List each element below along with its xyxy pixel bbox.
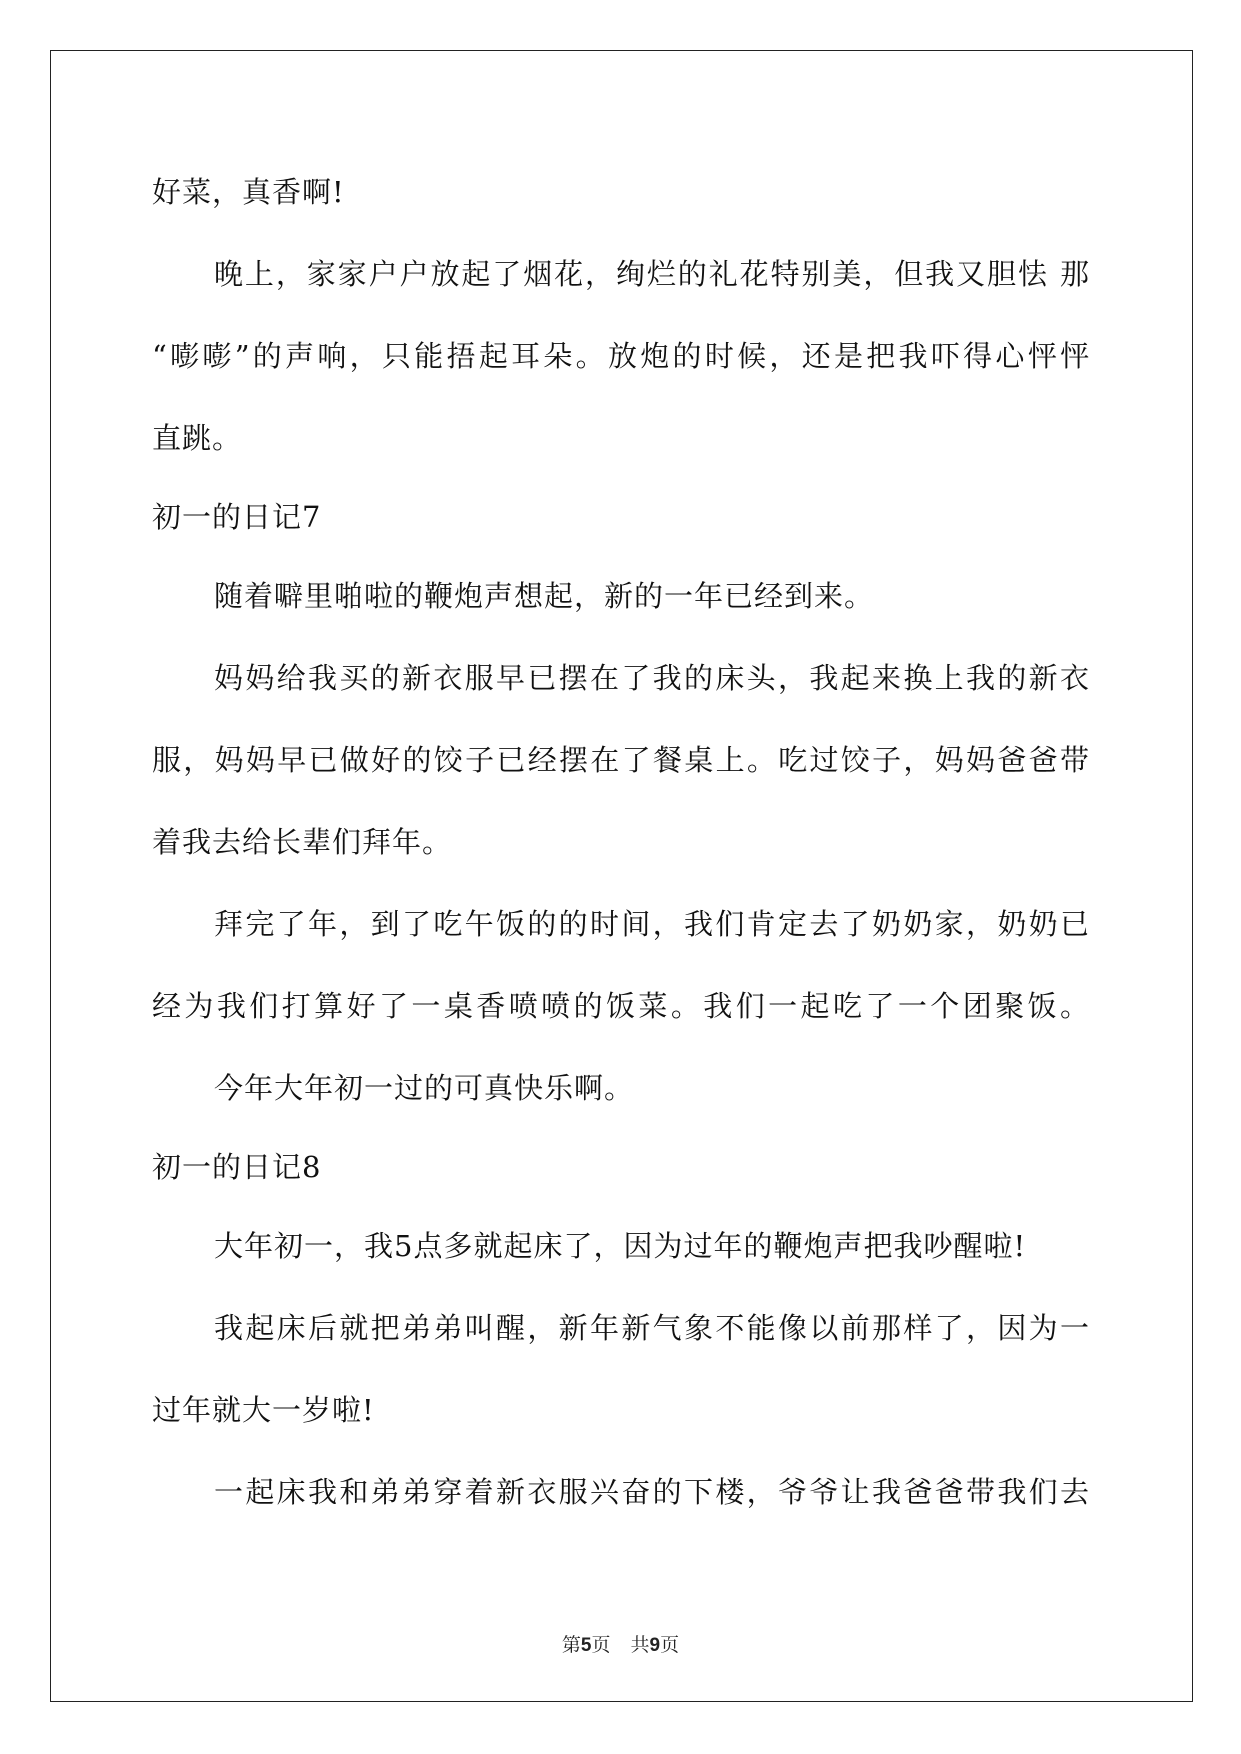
paragraph-line: 我起床后就把弟弟叫醒，新年新气象不能像以前那样了，因为一 (214, 1311, 1090, 1345)
paragraph-line: 经为我们打算好了一桌香喷喷的饭菜。我们一起吃了一个团聚饭。 (152, 989, 1090, 1023)
page-total: 9 (649, 1635, 661, 1656)
paragraph-line: 大年初一，我5点多就起床了，因为过年的鞭炮声把我吵醒啦! (214, 1229, 1027, 1263)
page-prefix: 第 (561, 1634, 581, 1656)
paragraph-line: 一起床我和弟弟穿着新衣服兴奋的下楼，爷爷让我爸爸带我们去 (214, 1475, 1090, 1509)
page-footer (0, 1632, 1241, 1659)
paragraph-line: 随着噼里啪啦的鞭炮声想起，新的一年已经到来。 (214, 579, 875, 613)
paragraph-line: 妈妈给我买的新衣服早已摆在了我的床头，我起来换上我的新衣 (214, 661, 1090, 695)
paragraph-line: 服，妈妈早已做好的饺子已经摆在了餐桌上。吃过饺子，妈妈爸爸带 (152, 743, 1090, 777)
page-current: 5 (580, 1635, 592, 1656)
section-heading: 初一的日记7 (152, 500, 322, 534)
total-prefix: 共 (630, 1634, 650, 1656)
total-label: 页 (660, 1634, 680, 1656)
page-border (50, 50, 1193, 1702)
paragraph-line: 好菜，真香啊! (152, 175, 345, 209)
section-heading: 初一的日记8 (152, 1150, 322, 1184)
paragraph-line: 今年大年初一过的可真快乐啊。 (214, 1071, 635, 1105)
paragraph-line: 过年就大一岁啦! (152, 1393, 375, 1427)
paragraph-line: 直跳。 (152, 421, 243, 455)
paragraph-line: “嘭嘭”的声响，只能捂起耳朵。放炮的时候，还是把我吓得心怦怦 (152, 339, 1090, 373)
paragraph-line: 拜完了年，到了吃午饭的的时间，我们肯定去了奶奶家，奶奶已 (214, 907, 1090, 941)
page-label: 页 (591, 1634, 611, 1656)
paragraph-line: 着我去给长辈们拜年。 (152, 825, 453, 859)
paragraph-line: 晚上，家家户户放起了烟花，绚烂的礼花特别美，但我又胆怯 那 (214, 257, 1090, 291)
